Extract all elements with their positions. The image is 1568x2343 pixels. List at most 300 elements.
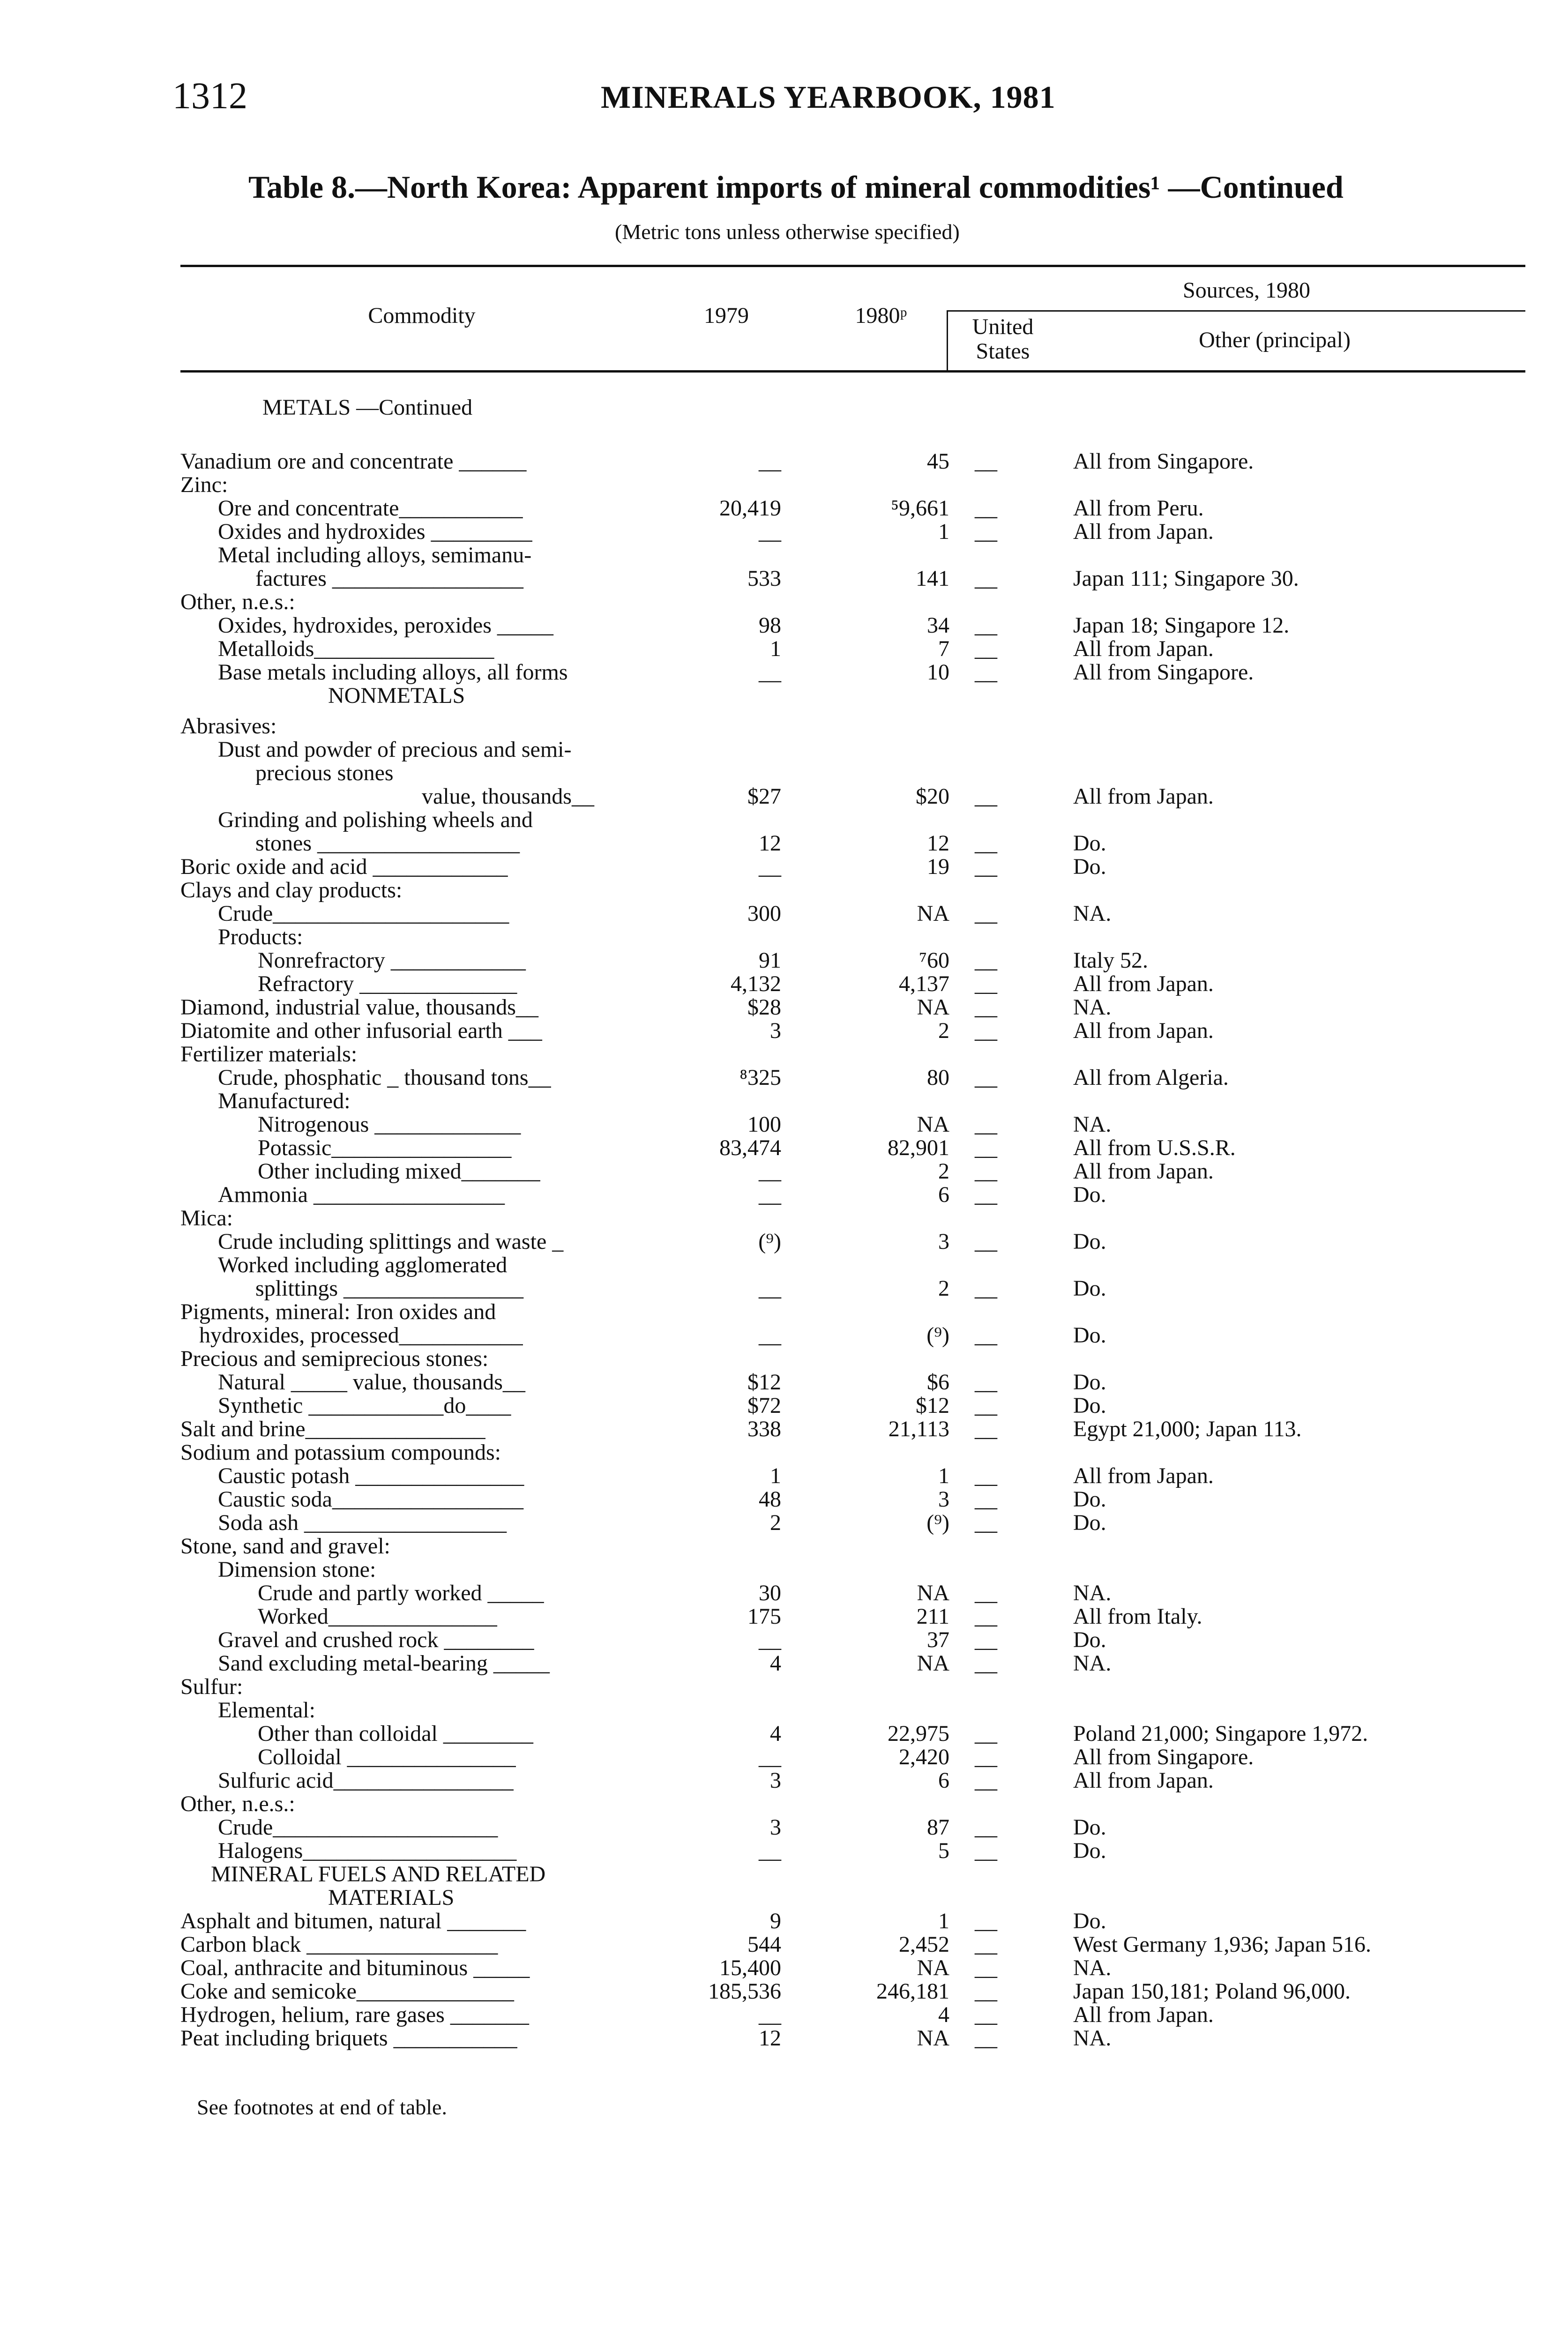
section-heading xyxy=(0,684,1568,708)
commodity-label: factures _________________ xyxy=(255,566,523,591)
source-other-principal: All from Japan. xyxy=(1073,519,1214,544)
table-row xyxy=(0,1652,1568,1675)
table-row xyxy=(0,1980,1568,2003)
value-1979: __ xyxy=(759,854,781,879)
table-row xyxy=(0,902,1568,925)
table-row xyxy=(0,450,1568,473)
source-other-principal: NA. xyxy=(1073,901,1112,926)
commodity-label: Stone, sand and gravel: xyxy=(180,1534,390,1559)
source-united-states: __ xyxy=(975,1159,997,1184)
commodity-label: Crude_____________________ xyxy=(218,901,509,926)
section-label: MATERIALS xyxy=(328,1885,455,1910)
table-row xyxy=(0,1347,1568,1371)
table-row xyxy=(0,715,1568,738)
table-row xyxy=(0,1394,1568,1418)
value-1979: 533 xyxy=(747,566,781,591)
source-other-principal: All from Japan. xyxy=(1073,1018,1214,1043)
table-row xyxy=(0,1488,1568,1511)
source-united-states: __ xyxy=(975,1979,997,2004)
header-1980: 1980ᵖ xyxy=(855,303,907,328)
source-united-states: __ xyxy=(975,1581,997,1605)
source-united-states: __ xyxy=(975,1487,997,1512)
value-1979: 83,474 xyxy=(719,1135,781,1160)
commodity-label: Clays and clay products: xyxy=(180,878,403,903)
source-united-states: __ xyxy=(975,1604,997,1629)
value-1980: 4,137 xyxy=(899,971,949,996)
source-other-principal: All from Japan. xyxy=(1073,1159,1214,1184)
value-1979: 9 xyxy=(770,1909,781,1933)
table-row xyxy=(0,1722,1568,1746)
table-row xyxy=(0,1839,1568,1863)
commodity-label: Diatomite and other infusorial earth ___ xyxy=(180,1018,542,1043)
value-1979: 12 xyxy=(759,831,781,856)
value-1980: 87 xyxy=(927,1815,949,1840)
value-1980: ⁵9,661 xyxy=(891,496,949,521)
source-other-principal: All from Japan. xyxy=(1073,971,1214,996)
table-row xyxy=(0,1511,1568,1535)
source-other-principal: Do. xyxy=(1073,1627,1106,1652)
commodity-label: Oxides and hydroxides _________ xyxy=(218,519,532,544)
value-1979: 300 xyxy=(747,901,781,926)
commodity-label: Coal, anthracite and bituminous _____ xyxy=(180,1955,530,1980)
value-1979: 4 xyxy=(770,1651,781,1676)
source-other-principal: All from Singapore. xyxy=(1073,1745,1254,1769)
source-united-states: __ xyxy=(975,831,997,856)
header-top-rule xyxy=(180,265,1525,267)
table-row xyxy=(0,473,1568,497)
source-other-principal: NA. xyxy=(1073,1651,1112,1676)
section-label: MINERAL FUELS AND RELATED xyxy=(211,1862,546,1887)
value-1979: 91 xyxy=(759,948,781,973)
value-1980: NA xyxy=(917,1955,949,1980)
value-1979: 100 xyxy=(747,1112,781,1137)
commodity-label: Products: xyxy=(218,925,303,949)
commodity-label: Coke and semicoke______________ xyxy=(180,1979,514,2004)
commodity-label: Halogens___________________ xyxy=(218,1838,517,1863)
value-1980: (⁹) xyxy=(926,1323,949,1348)
value-1980: $20 xyxy=(916,784,949,809)
table-row xyxy=(0,1910,1568,1933)
source-united-states: __ xyxy=(975,2002,997,2027)
commodity-label: Crude including splittings and waste _ xyxy=(218,1229,564,1254)
table-row xyxy=(0,1043,1568,1066)
header-1979: 1979 xyxy=(704,303,749,328)
commodity-label: Carbon black _________________ xyxy=(180,1932,498,1957)
source-united-states: __ xyxy=(975,995,997,1020)
source-other-principal: Poland 21,000; Singapore 1,972. xyxy=(1073,1721,1368,1746)
commodity-label: Hydrogen, helium, rare gases _______ xyxy=(180,2002,529,2027)
table-row xyxy=(0,1371,1568,1394)
table-row xyxy=(0,879,1568,902)
source-united-states: __ xyxy=(975,1838,997,1863)
commodity-label: hydroxides, processed___________ xyxy=(199,1323,523,1348)
commodity-label: Worked including agglomerated xyxy=(218,1253,508,1277)
source-united-states: __ xyxy=(975,1651,997,1676)
source-other-principal: Do. xyxy=(1073,1909,1106,1933)
source-united-states: __ xyxy=(975,1065,997,1090)
commodity-label: Caustic potash _______________ xyxy=(218,1463,524,1488)
table-row xyxy=(0,1089,1568,1113)
source-other-principal: All from Japan. xyxy=(1073,1768,1214,1793)
commodity-label: Precious and semiprecious stones: xyxy=(180,1346,489,1371)
source-united-states: __ xyxy=(975,1229,997,1254)
table-row xyxy=(0,1956,1568,1980)
section-heading xyxy=(0,396,1568,419)
table-row xyxy=(0,832,1568,855)
commodity-label: Sodium and potassium compounds: xyxy=(180,1440,501,1465)
source-united-states: __ xyxy=(975,1112,997,1137)
source-other-principal: All from Japan. xyxy=(1073,784,1214,809)
table-row xyxy=(0,1254,1568,1277)
table-row xyxy=(0,1582,1568,1605)
section-heading xyxy=(0,1886,1568,1910)
header-united-states: United States xyxy=(972,314,1034,364)
value-1980: NA xyxy=(917,995,949,1020)
value-1979: 4,132 xyxy=(731,971,781,996)
page-number: 1312 xyxy=(172,75,247,117)
source-other-principal: NA. xyxy=(1073,1112,1112,1137)
value-1980: 21,113 xyxy=(888,1417,949,1441)
source-united-states: __ xyxy=(975,784,997,809)
source-united-states: __ xyxy=(975,449,997,474)
commodity-label: Worked_______________ xyxy=(258,1604,497,1629)
commodity-label: Sulfuric acid________________ xyxy=(218,1768,514,1793)
source-other-principal: NA. xyxy=(1073,1581,1112,1605)
value-1979: __ xyxy=(759,2002,781,2027)
commodity-label: Sulfur: xyxy=(180,1674,243,1699)
commodity-label: Dimension stone: xyxy=(218,1557,376,1582)
commodity-label: Peat including briquets ___________ xyxy=(180,2026,517,2051)
source-other-principal: Do. xyxy=(1073,1323,1106,1348)
value-1980: 3 xyxy=(938,1229,949,1254)
section-label: NONMETALS xyxy=(328,683,465,708)
source-other-principal: Do. xyxy=(1073,1229,1106,1254)
commodity-label: splittings ________________ xyxy=(255,1276,524,1301)
value-1980: 37 xyxy=(927,1627,949,1652)
source-other-principal: Do. xyxy=(1073,1838,1106,1863)
value-1980: 141 xyxy=(916,566,949,591)
header-bottom-rule xyxy=(180,370,1525,373)
source-other-principal: Do. xyxy=(1073,1276,1106,1301)
table-row xyxy=(0,808,1568,832)
value-1980: 6 xyxy=(938,1768,949,1793)
source-united-states: __ xyxy=(975,971,997,996)
commodity-label: Grinding and polishing wheels and xyxy=(218,807,533,832)
value-1979: 15,400 xyxy=(719,1955,781,1980)
footnote-reference: See footnotes at end of table. xyxy=(197,2095,447,2119)
source-united-states: __ xyxy=(975,496,997,521)
value-1980: 34 xyxy=(927,613,949,638)
table-row xyxy=(0,1933,1568,1956)
commodity-label: Metal including alloys, semimanu- xyxy=(218,543,532,567)
value-1979: __ xyxy=(759,449,781,474)
value-1979: __ xyxy=(759,1745,781,1769)
value-1980: 45 xyxy=(927,449,949,474)
commodity-label: Gravel and crushed rock ________ xyxy=(218,1627,534,1652)
value-1980: 1 xyxy=(938,1909,949,1933)
source-other-principal: All from Singapore. xyxy=(1073,660,1254,685)
source-united-states: __ xyxy=(975,1018,997,1043)
value-1980: 2 xyxy=(938,1276,949,1301)
table-row xyxy=(0,925,1568,949)
table-row xyxy=(0,544,1568,567)
table-row xyxy=(0,614,1568,637)
commodity-label: Metalloids________________ xyxy=(218,636,494,661)
source-other-principal: Italy 52. xyxy=(1073,948,1148,973)
value-1979: __ xyxy=(759,1838,781,1863)
commodity-label: Ore and concentrate___________ xyxy=(218,496,523,521)
commodity-label: Abrasives: xyxy=(180,714,277,739)
source-other-principal: Do. xyxy=(1073,1393,1106,1418)
commodity-label: Other than colloidal ________ xyxy=(258,1721,533,1746)
value-1980: 2 xyxy=(938,1159,949,1184)
value-1979: 338 xyxy=(747,1417,781,1441)
value-1980: 6 xyxy=(938,1182,949,1207)
commodity-label: Base metals including alloys, all forms xyxy=(218,660,568,685)
table-row xyxy=(0,497,1568,520)
table-row xyxy=(0,1675,1568,1699)
sources-rule xyxy=(947,310,1525,312)
value-1979: (⁹) xyxy=(758,1229,781,1254)
value-1980: NA xyxy=(917,901,949,926)
source-united-states: __ xyxy=(975,854,997,879)
section-label: METALS —Continued xyxy=(262,395,473,420)
value-1980: 19 xyxy=(927,854,949,879)
value-1979: 4 xyxy=(770,1721,781,1746)
source-united-states: __ xyxy=(975,1909,997,1933)
commodity-label: Salt and brine________________ xyxy=(180,1417,485,1441)
source-other-principal: Do. xyxy=(1073,1182,1106,1207)
source-united-states: __ xyxy=(975,1370,997,1395)
source-other-principal: NA. xyxy=(1073,995,1112,1020)
source-other-principal: Do. xyxy=(1073,1370,1106,1395)
source-other-principal: All from U.S.S.R. xyxy=(1073,1135,1236,1160)
value-1980: 10 xyxy=(927,660,949,685)
value-1979: 1 xyxy=(770,636,781,661)
header-commodity: Commodity xyxy=(368,303,476,328)
value-1979: __ xyxy=(759,1323,781,1348)
table-row xyxy=(0,1769,1568,1792)
value-1980: $6 xyxy=(927,1370,949,1395)
source-other-principal: All from Japan. xyxy=(1073,2002,1214,2027)
value-1980: 3 xyxy=(938,1487,949,1512)
value-1979: 175 xyxy=(747,1604,781,1629)
commodity-label: precious stones xyxy=(255,761,394,785)
value-1979: __ xyxy=(759,1159,781,1184)
table-row xyxy=(0,855,1568,879)
value-1980: 7 xyxy=(938,636,949,661)
value-1979: 3 xyxy=(770,1018,781,1043)
value-1980: NA xyxy=(917,1651,949,1676)
commodity-label: Nonrefractory ____________ xyxy=(258,948,526,973)
value-1979: 3 xyxy=(770,1815,781,1840)
value-1979: 3 xyxy=(770,1768,781,1793)
source-other-principal: Egypt 21,000; Japan 113. xyxy=(1073,1417,1302,1441)
table-row xyxy=(0,1066,1568,1089)
table-row xyxy=(0,1441,1568,1464)
table-row xyxy=(0,1464,1568,1488)
source-united-states: __ xyxy=(975,1417,997,1441)
value-1980: NA xyxy=(917,1581,949,1605)
header-sources: Sources, 1980 xyxy=(1183,278,1310,303)
commodity-label: Fertilizer materials: xyxy=(180,1042,358,1067)
value-1979: __ xyxy=(759,1182,781,1207)
source-united-states: __ xyxy=(975,1276,997,1301)
value-1980: 82,901 xyxy=(888,1135,949,1160)
table-row xyxy=(0,590,1568,614)
value-1980: 2,420 xyxy=(899,1745,949,1769)
table-subtitle: (Metric tons unless otherwise specified) xyxy=(615,220,960,244)
source-united-states: __ xyxy=(975,1721,997,1746)
source-other-principal: Do. xyxy=(1073,1510,1106,1535)
source-united-states: __ xyxy=(975,901,997,926)
source-united-states: __ xyxy=(975,1463,997,1488)
value-1979: __ xyxy=(759,660,781,685)
table-row xyxy=(0,1207,1568,1230)
table-row xyxy=(0,1113,1568,1136)
commodity-label: Ammonia _________________ xyxy=(218,1182,505,1207)
commodity-label: Elemental: xyxy=(218,1698,315,1723)
source-united-states: __ xyxy=(975,1955,997,1980)
table-row xyxy=(0,1558,1568,1582)
value-1979: __ xyxy=(759,1276,781,1301)
commodity-label: Asphalt and bitumen, natural _______ xyxy=(180,1909,526,1933)
commodity-label: Vanadium ore and concentrate ______ xyxy=(180,449,527,474)
commodity-label: Dust and powder of precious and semi- xyxy=(218,737,572,762)
source-united-states: __ xyxy=(975,1627,997,1652)
table-row xyxy=(0,1136,1568,1160)
value-1980: $12 xyxy=(916,1393,949,1418)
table-row xyxy=(0,637,1568,661)
source-united-states: __ xyxy=(975,1510,997,1535)
source-united-states: __ xyxy=(975,566,997,591)
source-united-states: __ xyxy=(975,519,997,544)
value-1979: $72 xyxy=(747,1393,781,1418)
commodity-label: Other, n.e.s.: xyxy=(180,589,295,614)
source-other-principal: Do. xyxy=(1073,831,1106,856)
table-row xyxy=(0,661,1568,684)
source-other-principal: All from Italy. xyxy=(1073,1604,1202,1629)
commodity-label: Crude, phosphatic _ thousand tons__ xyxy=(218,1065,551,1090)
value-1980: 4 xyxy=(938,2002,949,2027)
value-1979: 1 xyxy=(770,1463,781,1488)
us-column-divider xyxy=(947,310,948,370)
value-1980: 1 xyxy=(938,519,949,544)
source-other-principal: Japan 18; Singapore 12. xyxy=(1073,613,1290,638)
section-heading xyxy=(0,1863,1568,1886)
header-other-principal: Other (principal) xyxy=(1199,328,1351,352)
value-1980: ⁷60 xyxy=(919,948,949,973)
value-1980: 80 xyxy=(927,1065,949,1090)
value-1980: 2 xyxy=(938,1018,949,1043)
table-row xyxy=(0,1628,1568,1652)
source-united-states: __ xyxy=(975,948,997,973)
source-united-states: __ xyxy=(975,1768,997,1793)
table-row xyxy=(0,520,1568,544)
value-1980: NA xyxy=(917,2026,949,2051)
value-1979: 544 xyxy=(747,1932,781,1957)
value-1979: 30 xyxy=(759,1581,781,1605)
table-row xyxy=(0,2003,1568,2027)
table-row xyxy=(0,761,1568,785)
value-1979: 20,419 xyxy=(719,496,781,521)
table-row xyxy=(0,996,1568,1019)
source-united-states: __ xyxy=(975,1815,997,1840)
table-row xyxy=(0,949,1568,972)
value-1980: 1 xyxy=(938,1463,949,1488)
source-united-states: __ xyxy=(975,660,997,685)
source-united-states: __ xyxy=(975,2026,997,2051)
source-other-principal: All from Singapore. xyxy=(1073,449,1254,474)
table-row xyxy=(0,1699,1568,1722)
source-united-states: __ xyxy=(975,1745,997,1769)
source-other-principal: Japan 111; Singapore 30. xyxy=(1073,566,1299,591)
table-row xyxy=(0,1300,1568,1324)
commodity-label: Other including mixed_______ xyxy=(258,1159,540,1184)
table-row xyxy=(0,1230,1568,1254)
commodity-label: Other, n.e.s.: xyxy=(180,1791,295,1816)
table-row xyxy=(0,1160,1568,1183)
value-1979: 12 xyxy=(759,2026,781,2051)
source-other-principal: NA. xyxy=(1073,1955,1112,1980)
source-other-principal: All from Peru. xyxy=(1073,496,1204,521)
value-1980: (⁹) xyxy=(926,1510,949,1535)
commodity-label: Potassic________________ xyxy=(258,1135,512,1160)
value-1979: __ xyxy=(759,519,781,544)
value-1979: $27 xyxy=(747,784,781,809)
commodity-label: Diamond, industrial value, thousands__ xyxy=(180,995,538,1020)
source-united-states: __ xyxy=(975,1932,997,1957)
value-1980: 22,975 xyxy=(888,1721,949,1746)
source-united-states: __ xyxy=(975,1135,997,1160)
table-row xyxy=(0,2027,1568,2050)
value-1979: 48 xyxy=(759,1487,781,1512)
value-1979: 185,536 xyxy=(708,1979,781,2004)
value-1980: 2,452 xyxy=(899,1932,949,1957)
commodity-label: Manufactured: xyxy=(218,1089,351,1113)
table-row xyxy=(0,1277,1568,1300)
source-other-principal: Japan 150,181; Poland 96,000. xyxy=(1073,1979,1351,2004)
value-1980: 246,181 xyxy=(876,1979,949,2004)
value-1979: $28 xyxy=(747,995,781,1020)
commodity-label: Synthetic ____________do____ xyxy=(218,1393,511,1418)
value-1979: ⁸325 xyxy=(739,1065,781,1090)
value-1979: __ xyxy=(759,1627,781,1652)
source-other-principal: All from Japan. xyxy=(1073,636,1214,661)
table-title: Table 8.—North Korea: Apparent imports of mineral commodities¹ —Continued xyxy=(248,169,1344,205)
commodity-label: Zinc: xyxy=(180,472,228,497)
commodity-label: Sand excluding metal-bearing _____ xyxy=(218,1651,550,1676)
commodity-label: Boric oxide and acid ____________ xyxy=(180,854,508,879)
source-other-principal: All from Algeria. xyxy=(1073,1065,1229,1090)
value-1979: 98 xyxy=(759,613,781,638)
source-united-states: __ xyxy=(975,1182,997,1207)
value-1980: 5 xyxy=(938,1838,949,1863)
commodity-label: Colloidal _______________ xyxy=(258,1745,516,1769)
table-row xyxy=(0,1183,1568,1207)
commodity-label: Caustic soda_________________ xyxy=(218,1487,523,1512)
value-1980: 211 xyxy=(916,1604,949,1629)
source-other-principal: Do. xyxy=(1073,1815,1106,1840)
commodity-label: Natural _____ value, thousands__ xyxy=(218,1370,525,1395)
commodity-label: Nitrogenous _____________ xyxy=(258,1112,521,1137)
source-united-states: __ xyxy=(975,613,997,638)
commodity-label: value, thousands__ xyxy=(422,784,594,809)
source-other-principal: Do. xyxy=(1073,854,1106,879)
commodity-label: Mica: xyxy=(180,1206,233,1231)
source-other-principal: West Germany 1,936; Japan 516. xyxy=(1073,1932,1371,1957)
value-1980: 12 xyxy=(927,831,949,856)
